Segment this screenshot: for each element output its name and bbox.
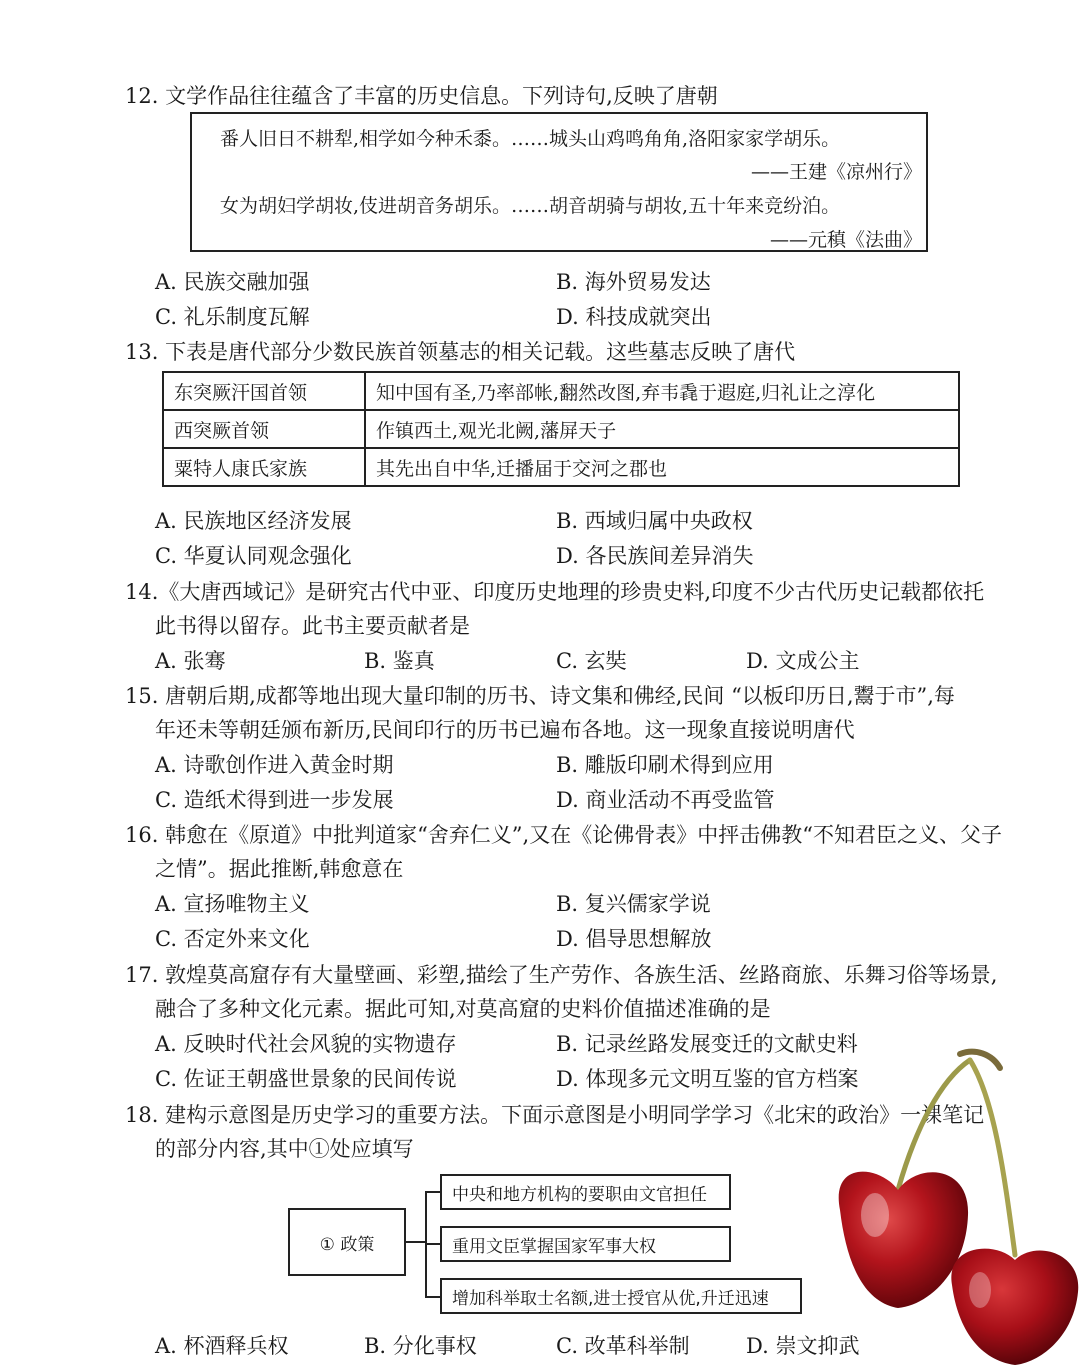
q15-stem-line-1: 15. 唐朝后期,成都等地出现大量印制的历书、诗文集和佛经,民间 “以板印历日,鬻于市”,每 (125, 684, 955, 708)
connector-line (406, 1241, 426, 1243)
connector-line (425, 1191, 441, 1193)
q15-option-b[interactable]: B. 雕版印刷术得到应用 (556, 753, 774, 777)
q17-option-b[interactable]: B. 记录丝路发展变迁的文献史料 (556, 1032, 858, 1056)
cherries-icon (820, 1040, 1080, 1367)
q16-stem-line-1: 16. 韩愈在《原道》中批判道家“舍弃仁义”,又在《论佛骨表》中抨击佛教“不知君臣之义、父子 (125, 823, 1002, 847)
q13-option-d[interactable]: D. 各民族间差异消失 (556, 544, 754, 568)
q18-option-a[interactable]: A. 杯酒释兵权 (155, 1334, 289, 1358)
q14-option-b[interactable]: B. 鉴真 (364, 649, 435, 673)
q18-diagram-item-3: 增加科举取士名额,进士授官从优,升迁迅速 (440, 1278, 802, 1314)
q12-poem-line-1: 番人旧日不耕犁,相学如今种禾黍。……城头山鸡鸣角角,洛阳家家学胡乐。 (220, 128, 841, 150)
q18-stem-line-1: 18. 建构示意图是历史学习的重要方法。下面示意图是小明同学学习《北宋的政治》一课笔记 (125, 1103, 985, 1127)
q13-option-c[interactable]: C. 华夏认同观念强化 (155, 544, 352, 568)
q18-option-c[interactable]: C. 改革科举制 (556, 1334, 690, 1358)
q14-option-a[interactable]: A. 张骞 (155, 649, 226, 673)
q12-stem: 12. 文学作品往往蕴含了丰富的历史信息。下列诗句,反映了唐朝 (125, 84, 718, 108)
table-cell: 知中国有圣,乃率部帐,翻然改图,弃韦毳于遐庭,归礼让之淳化 (365, 372, 959, 410)
q12-option-d[interactable]: D. 科技成就突出 (556, 305, 712, 329)
q12-option-c[interactable]: C. 礼乐制度瓦解 (155, 305, 310, 329)
table-cell: 作镇西土,观光北阙,藩屏天子 (365, 410, 959, 448)
q12-poem-source-1: ——王建《凉州行》 (750, 161, 922, 183)
q16-option-b[interactable]: B. 复兴儒家学说 (556, 892, 711, 916)
q13-option-b[interactable]: B. 西域归属中央政权 (556, 509, 753, 533)
q18-diagram-item-1: 中央和地方机构的要职由文官担任 (440, 1174, 731, 1210)
q14-stem-line-1: 14.《大唐西域记》是研究古代中亚、印度历史地理的珍贵史料,印度不少古代历史记载都依托 (125, 580, 985, 604)
q18-option-d[interactable]: D. 崇文抑武 (746, 1334, 860, 1358)
q16-option-c[interactable]: C. 否定外来文化 (155, 927, 310, 951)
connector-line (425, 1243, 441, 1245)
q12-poem-source-2: ——元稹《法曲》 (769, 229, 922, 251)
q13-stem: 13. 下表是唐代部分少数民族首领墓志的相关记载。这些墓志反映了唐代 (125, 340, 796, 364)
q13-option-a[interactable]: A. 民族地区经济发展 (155, 509, 352, 533)
table-row (163, 448, 959, 486)
q12-poem-line-2: 女为胡妇学胡妆,伎进胡音务胡乐。……胡音胡骑与胡妆,五十年来竞纷泊。 (220, 195, 841, 217)
q17-option-d[interactable]: D. 体现多元文明互鉴的官方档案 (556, 1067, 859, 1091)
q12-option-b[interactable]: B. 海外贸易发达 (556, 270, 711, 294)
q12-option-a[interactable]: A. 民族交融加强 (155, 270, 310, 294)
q18-diagram-item-2: 重用文臣掌握国家军事大权 (440, 1226, 731, 1262)
q15-option-a[interactable]: A. 诗歌创作进入黄金时期 (155, 753, 394, 777)
q14-option-c[interactable]: C. 玄奘 (556, 649, 627, 673)
table-cell: 粟特人康氏家族 (163, 448, 365, 486)
q16-option-a[interactable]: A. 宣扬唯物主义 (155, 892, 310, 916)
q18-diagram-center-box: ① 政策 (288, 1208, 406, 1276)
q16-option-d[interactable]: D. 倡导思想解放 (556, 927, 712, 951)
q17-stem-line-1: 17. 敦煌莫高窟存有大量壁画、彩塑,描绘了生产劳作、各族生活、丝路商旅、乐舞习俗等场景, (125, 963, 998, 987)
table-cell: 东突厥汗国首领 (163, 372, 365, 410)
q15-stem-line-2: 年还未等朝廷颁布新历,民间印行的历书已遍布各地。这一现象直接说明唐代 (155, 718, 855, 742)
q14-stem-line-2: 此书得以留存。此书主要贡献者是 (155, 614, 470, 638)
connector-line (425, 1296, 441, 1298)
q17-option-c[interactable]: C. 佐证王朝盛世景象的民间传说 (155, 1067, 457, 1091)
q17-option-a[interactable]: A. 反映时代社会风貌的实物遗存 (155, 1032, 457, 1056)
q17-stem-line-2: 融合了多种文化元素。据此可知,对莫高窟的史料价值描述准确的是 (155, 997, 771, 1021)
q13-table (162, 371, 960, 487)
q16-stem-line-2: 之情”。据此推断,韩愈意在 (155, 857, 404, 881)
table-row (163, 372, 959, 410)
table-cell: 西突厥首领 (163, 410, 365, 448)
q12-poem-box (190, 112, 928, 252)
q15-option-d[interactable]: D. 商业活动不再受监管 (556, 788, 775, 812)
q18-stem-line-2: 的部分内容,其中①处应填写 (155, 1137, 414, 1161)
q15-option-c[interactable]: C. 造纸术得到进一步发展 (155, 788, 394, 812)
table-cell: 其先出自中华,迁播届于交河之郡也 (365, 448, 959, 486)
table-row (163, 410, 959, 448)
cherry-decoration (820, 1040, 1080, 1367)
q18-option-b[interactable]: B. 分化事权 (364, 1334, 477, 1358)
q14-option-d[interactable]: D. 文成公主 (746, 649, 860, 673)
